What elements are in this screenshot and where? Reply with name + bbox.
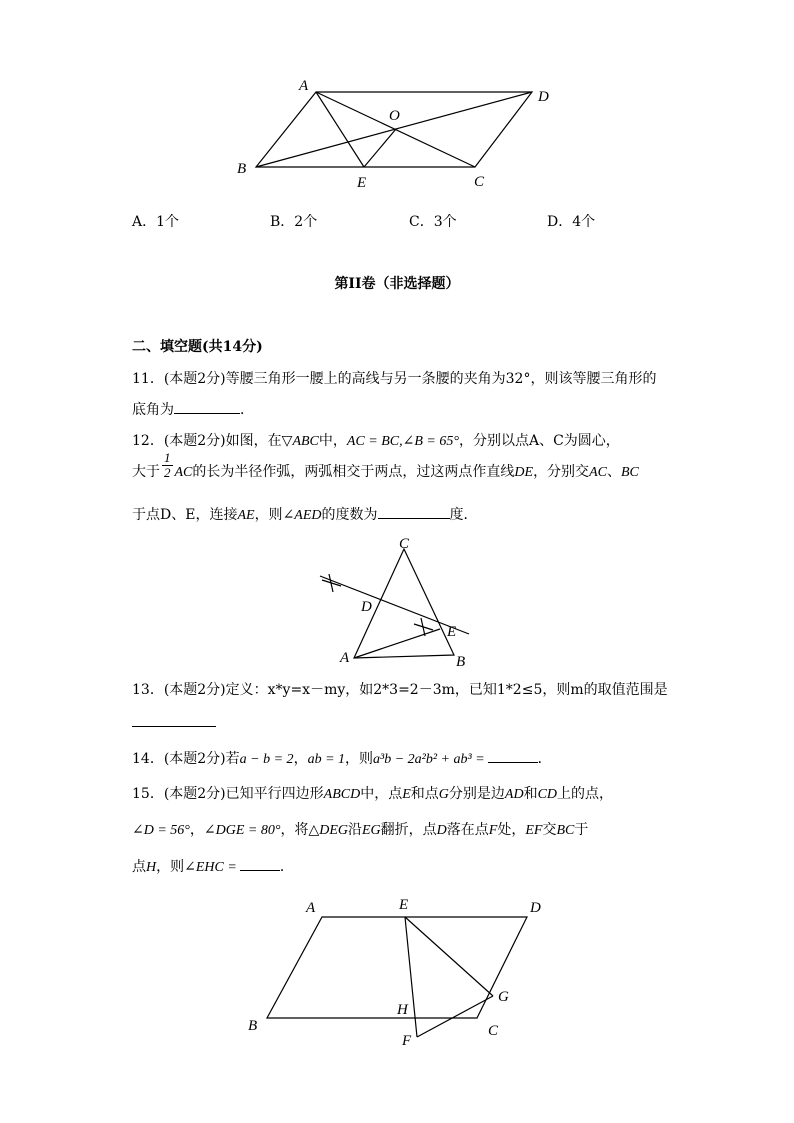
label-d: D <box>538 89 549 105</box>
q12-ac: AC <box>174 465 193 480</box>
q15-angle-dge: ∠DGE = 80° <box>203 823 281 838</box>
figure-parallelogram-fold <box>0 890 794 1070</box>
q15-text: ， <box>189 822 204 838</box>
q15-deg: △DEG <box>308 823 348 838</box>
q11-line2 <box>132 399 254 420</box>
segment-ef <box>405 917 417 1037</box>
q15-text: 沿 <box>348 822 362 838</box>
q15-bc: BC <box>556 823 575 838</box>
q14-line <box>132 748 552 770</box>
label-c: C <box>488 1023 499 1039</box>
q12-answer-blank[interactable] <box>378 504 450 519</box>
q15-angle-d: ∠D = 56° <box>132 823 190 838</box>
q12-text: 的度数为 <box>321 507 378 523</box>
q14-expr1: a − b = 2 <box>239 752 294 767</box>
label-d: D <box>530 900 541 916</box>
label-b: B <box>456 654 466 670</box>
q15-end: ． <box>279 859 294 875</box>
q12-ae: AE <box>237 508 255 523</box>
segment-oe <box>364 129 396 167</box>
q15-text: ，则 <box>156 859 185 875</box>
label-g: G <box>498 989 509 1005</box>
q15-eg: EG <box>362 823 381 838</box>
q15-line1 <box>132 784 613 805</box>
q15-text: 翻折，点 <box>380 822 437 838</box>
q15-d: D <box>436 823 447 838</box>
label-f: F <box>402 1033 412 1049</box>
q15-text: 落在点 <box>446 822 489 838</box>
option-d: D．4个 <box>547 214 596 230</box>
q12-text: ，分别以点A、C为圆心， <box>458 433 620 449</box>
q11-line1: 11．(本题2分)等腰三角形一腰上的高线与另一条腰的夹角为32°，则该等腰三角形的 <box>132 371 657 387</box>
q15-text: 和 <box>523 786 538 802</box>
q15-answer-blank[interactable] <box>240 856 280 871</box>
part2-heading: 二、填空题(共14分) <box>132 339 263 355</box>
label-e: E <box>357 175 367 191</box>
q14-answer-blank[interactable] <box>488 748 538 763</box>
label-b: B <box>237 161 247 177</box>
q15-text: 分别是边 <box>448 786 505 802</box>
q12-line1 <box>132 431 620 452</box>
segment-ae <box>354 629 440 658</box>
label-o: O <box>389 108 400 124</box>
label-c: C <box>474 174 485 190</box>
q12-text: 的长为半径作弧，两弧相交于两点，过这两点作直线 <box>192 464 515 480</box>
label-a: A <box>340 650 350 666</box>
q15-e: E <box>402 787 411 802</box>
figure-parallelogram-top <box>0 0 794 200</box>
q12-text: 12．(本题2分)如图，在 <box>132 433 282 449</box>
q15-cd: CD <box>537 787 558 802</box>
section-title: 第II卷（非选择题） <box>334 276 460 292</box>
q15-text: 处， <box>497 822 526 838</box>
q12-text: ，分别交 <box>533 464 590 480</box>
q11-end: ． <box>240 402 254 418</box>
q14-end: ． <box>537 751 552 767</box>
q15-f: F <box>488 823 498 838</box>
label-h: H <box>397 1002 408 1018</box>
q12-condition: AC = BC,∠B = 65° <box>346 434 459 449</box>
label-a: A <box>299 78 309 94</box>
q15-text: 和点 <box>410 786 439 802</box>
label-b: B <box>248 1018 258 1034</box>
diagonal-bd <box>256 92 532 167</box>
q12-text: 中， <box>318 433 347 449</box>
q15-abcd: ABCD <box>323 787 361 802</box>
q15-ad: AD <box>504 787 524 802</box>
q15-text: 点 <box>132 859 146 875</box>
q14-text: ， <box>293 751 308 767</box>
q12-de: DE <box>514 465 534 480</box>
q15-text: ，将 <box>280 822 309 838</box>
q14-expr3: a³b − 2a²b² + ab³ = <box>373 752 485 767</box>
label-e: E <box>447 624 457 640</box>
q15-text: 交 <box>542 822 557 838</box>
q14-text: 14．(本题2分)若 <box>132 751 240 767</box>
option-b: B．2个 <box>270 214 318 230</box>
q13-answer-blank[interactable] <box>132 725 216 727</box>
q15-ef: EF <box>525 823 543 838</box>
q12-text: 于点D、E，连接 <box>132 507 238 523</box>
triangle-symbol: ▽ <box>281 433 293 449</box>
q14-expr2: ab = 1 <box>307 752 346 767</box>
q15-g: G <box>438 787 449 802</box>
label-e: E <box>399 897 409 913</box>
q12-line2 <box>132 449 639 483</box>
option-c: C．3个 <box>409 214 457 230</box>
q12-end: 度． <box>449 507 478 523</box>
q12-line3 <box>132 504 478 526</box>
q15-h: H <box>146 860 157 875</box>
fraction-one-half: $\frac{1}{2}$ <box>164 449 171 480</box>
q12-abc: ABC <box>292 434 319 449</box>
label-a: A <box>306 900 316 916</box>
q15-text: 于 <box>574 822 589 838</box>
q11-answer-blank[interactable] <box>174 399 240 414</box>
segment-fg <box>417 996 493 1037</box>
q15-line3 <box>132 856 294 878</box>
label-c: C <box>399 536 410 552</box>
q12-ac: AC <box>589 465 607 480</box>
q15-text: 上的点， <box>557 786 614 802</box>
q15-text: 中，点 <box>360 786 403 802</box>
label-d: D <box>361 599 372 615</box>
q13-line1: 13．(本题2分)定义：x*y=x－my，如2*3=2－3m，已知1*2≤5，则m的取值范围是 <box>132 682 668 698</box>
q15-ehc: ∠EHC = <box>184 860 237 875</box>
q14-text: ，则 <box>345 751 374 767</box>
q12-aed: ∠AED <box>282 508 322 523</box>
q12-text: ，则 <box>254 507 283 523</box>
q11-label: 底角为 <box>132 402 174 418</box>
segment-eg <box>405 917 493 996</box>
q15-line2 <box>132 820 588 841</box>
q12-text: 大于 <box>132 464 160 480</box>
figure-triangle-mid <box>0 530 794 690</box>
q12-bc: BC <box>620 465 639 480</box>
q15-text: 15．(本题2分)已知平行四边形 <box>132 786 324 802</box>
option-a: A．1个 <box>132 214 180 230</box>
q12-text: 、 <box>606 464 621 480</box>
